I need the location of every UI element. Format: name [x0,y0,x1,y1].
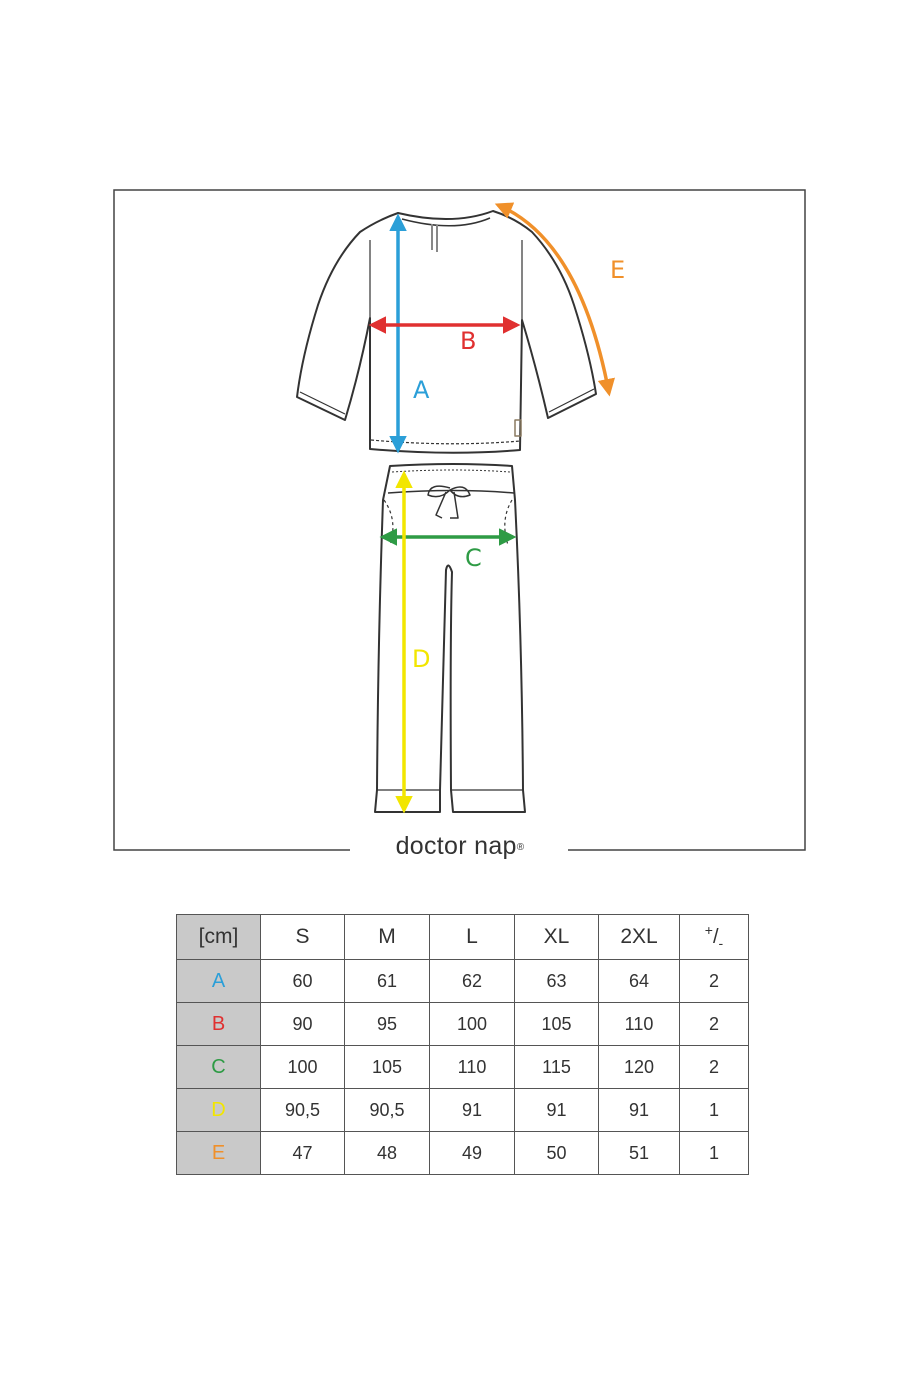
table-cell: 91 [430,1089,515,1132]
table-cell: 1 [680,1132,749,1175]
table-cell: 105 [345,1046,430,1089]
label-b: B [460,327,477,355]
table-cell: 2 [680,1003,749,1046]
brand-registered-mark: ® [516,842,525,853]
size-table [176,914,749,1175]
table-body [177,960,749,1175]
table-cell: 60 [261,960,345,1003]
table-cell: 61 [345,960,430,1003]
table-row [177,1089,749,1132]
table-cell: 48 [345,1132,430,1175]
table-cell: 1 [680,1089,749,1132]
row-label-c: C [177,1046,261,1089]
table-cell: 64 [599,960,680,1003]
brand-logo [352,830,568,862]
table-cell: 51 [599,1132,680,1175]
row-label-b: B [177,1003,261,1046]
table-row [177,1003,749,1046]
table-row [177,1046,749,1089]
table-cell: 63 [515,960,599,1003]
table-cell: 2 [680,1046,749,1089]
table-cell: 2 [680,960,749,1003]
label-e: E [610,256,626,284]
table-cell: 105 [515,1003,599,1046]
table-cell: 91 [599,1089,680,1132]
label-d: D [412,645,431,673]
header-size-s: S [261,915,345,960]
table-cell: 49 [430,1132,515,1175]
label-c: C [465,544,482,572]
table-cell: 90,5 [261,1089,345,1132]
table-cell: 120 [599,1046,680,1089]
row-label-a: A [177,960,261,1003]
table-row [177,1132,749,1175]
table-cell: 110 [430,1046,515,1089]
brand-name: doctor nap [395,832,517,860]
measure-e-arrow [498,205,609,393]
table-cell: 62 [430,960,515,1003]
header-tolerance: $^+/_-$ [680,915,749,960]
table-cell: 100 [430,1003,515,1046]
table-cell: 110 [599,1003,680,1046]
header-size-2xl: 2XL [599,915,680,960]
row-label-d: D [177,1089,261,1132]
pajama-pants-drawing [375,464,525,812]
header-size-m: M [345,915,430,960]
table-cell: 47 [261,1132,345,1175]
row-label-e: E [177,1132,261,1175]
diagram-frame [114,190,805,850]
table-cell: 90 [261,1003,345,1046]
header-unit: [cm] [177,915,261,960]
label-a: A [413,376,430,404]
table-cell: 115 [515,1046,599,1089]
table-header-row [177,915,749,960]
table-cell: 50 [515,1132,599,1175]
table-cell: 95 [345,1003,430,1046]
table-cell: 100 [261,1046,345,1089]
header-size-xl: XL [515,915,599,960]
table-cell: 90,5 [345,1089,430,1132]
table-cell: 91 [515,1089,599,1132]
table-row [177,960,749,1003]
header-size-l: L [430,915,515,960]
